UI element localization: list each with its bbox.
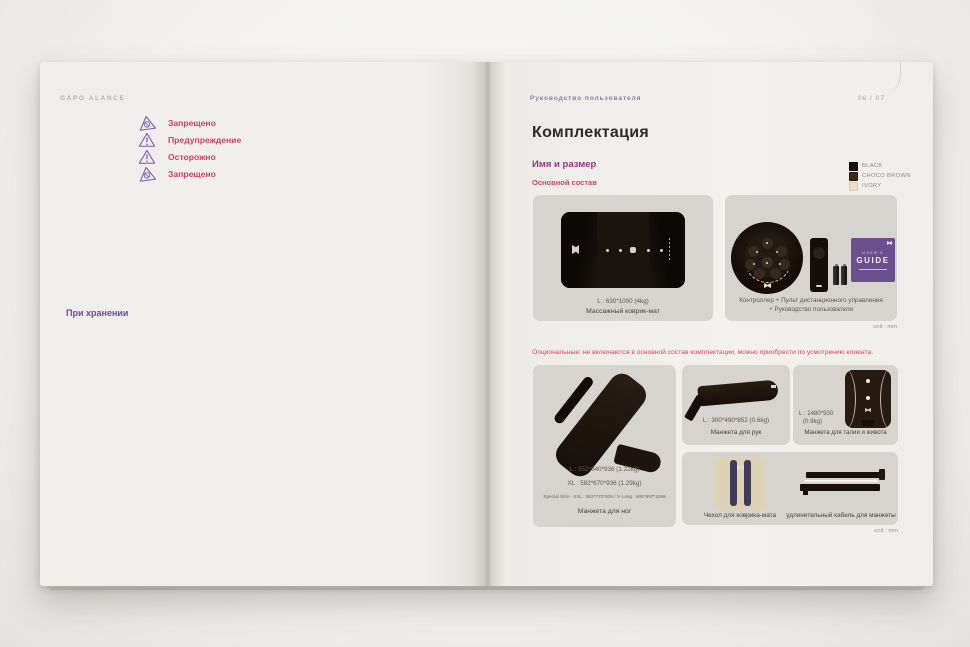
waist-size: L : 1480*500 (0.9kg) [799, 410, 834, 425]
page-header: Руководство пользователя [530, 95, 642, 102]
optional-note: Опциональные: не включаются в основной состав комплектации, можно приобрести по усмотрению клиента. [532, 349, 874, 356]
optional-card-arm [682, 365, 790, 445]
arm-name: Манжета для рук [710, 429, 762, 436]
legend-item [849, 171, 911, 181]
right-page [488, 62, 933, 586]
mat-name-label: Массажный коврик-мат [586, 308, 660, 315]
margin-label-storage: При хранении [66, 308, 129, 318]
remote-control-image [810, 238, 828, 292]
warning-section [168, 118, 486, 128]
legend-swatch [849, 182, 858, 191]
optional-card-waist [793, 365, 898, 445]
warning-section [168, 169, 486, 179]
color-legend [849, 161, 911, 191]
page-number: 06 / 07 [857, 95, 885, 102]
brand-logo [865, 408, 871, 412]
left-page [40, 62, 488, 586]
page-title: Комплектация [532, 124, 650, 141]
mat-side-text [669, 238, 671, 262]
legend-item [849, 181, 911, 191]
main-set-heading: Основной состав [532, 178, 597, 187]
section-title: Запрещено [168, 118, 216, 128]
mat-dots [606, 249, 609, 252]
user-guide-rule [859, 269, 887, 270]
warning-icon [138, 149, 156, 165]
mat-cover-image [714, 457, 766, 509]
mat-size-label: L : 630*1000 (4kg) [597, 298, 649, 305]
section-title: Предупреждение [168, 135, 242, 145]
controller-image [731, 222, 803, 294]
section-title: Осторожно [168, 152, 216, 162]
left-content [168, 111, 486, 183]
leg-cuff-image [557, 373, 653, 473]
user-guide-image [851, 238, 895, 282]
battery-image [841, 266, 847, 285]
unit-note-2: unit : mm [874, 528, 898, 534]
waist-cuff-image [845, 370, 891, 428]
warning-section [168, 135, 486, 145]
waist-weight: (0.9kg) [803, 418, 822, 425]
brand-logo [737, 465, 744, 470]
legend-swatch [849, 162, 858, 171]
prohibited-icon [138, 166, 156, 182]
arm-cuff-image [692, 377, 780, 419]
massage-mat-image [561, 212, 685, 288]
legend-label: BLACK [862, 163, 883, 169]
controller-card-label-line2: + Руководство пользователя [769, 306, 853, 313]
legend-label: CHOCO BROWN [862, 173, 911, 179]
optional-card-leg [533, 365, 676, 527]
battery-image [833, 266, 839, 285]
prohibited-icon [138, 115, 156, 131]
brand-logo [572, 245, 579, 254]
brand-logo [764, 283, 771, 288]
legend-swatch [849, 172, 858, 181]
leg-size-xl: XL : 582*670*936 (1.29kg) [567, 480, 642, 487]
name-size-heading: Имя и размер [532, 159, 597, 170]
page-curl-line [878, 62, 901, 92]
mat-center-dot [630, 247, 636, 253]
cable-name: удлинительный кабель для манжеты [786, 512, 896, 519]
leg-name: Манжета для ног [577, 508, 632, 515]
optional-card-accessories [682, 452, 898, 525]
cover-name: Чехол для коврика-мата [703, 512, 777, 519]
user-guide-title: GUIDE [856, 256, 890, 265]
main-kit-card-controller [725, 195, 897, 321]
legend-item [849, 161, 911, 171]
unit-note: unit : mm [873, 324, 897, 330]
extension-cable-image [798, 468, 888, 502]
brand-logo [887, 241, 892, 245]
leg-size-l: L : 552*640*936 (1.22kg) [569, 466, 640, 473]
waist-name: Манжета для талии и живота [804, 429, 887, 436]
user-guide-small-text: USER'S [862, 250, 884, 255]
controller-card-label-line1: Контроллер + Пульт дистанционного управления [739, 297, 883, 304]
brand-text: GAPO ALANCE [60, 95, 126, 102]
arm-size: L : 300*490*852 (0.6kg) [702, 417, 770, 424]
controller-button-icons [766, 242, 768, 244]
main-kit-card-mat [533, 195, 713, 321]
manual-spread [40, 62, 933, 586]
warning-icon [138, 132, 156, 148]
warning-section [168, 152, 486, 162]
warning-sections [168, 118, 486, 179]
section-title: Запрещено [168, 169, 216, 179]
legend-label: IVORY [862, 183, 882, 189]
leg-size-special: Special Size - XXL : 552*770*936 / X-Long : 606*697*1069 [543, 494, 666, 499]
brand-logo [771, 385, 776, 388]
